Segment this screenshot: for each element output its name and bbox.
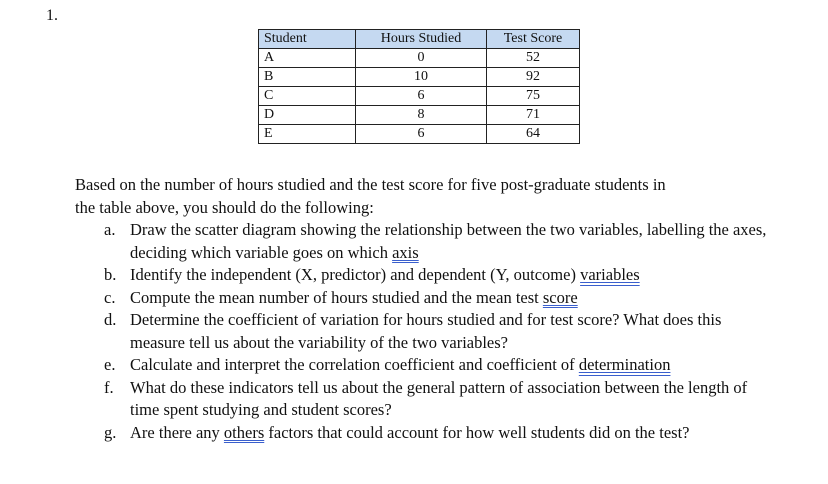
spellcheck-underlined-word[interactable]: axis [392, 242, 419, 262]
task-label: a. [104, 220, 116, 239]
task-item-f [75, 377, 775, 422]
task-text: Draw the scatter diagram showing the relationship between the two variables, labelling the axes, deciding which variable goes on which [130, 220, 767, 262]
spellcheck-underlined-word[interactable]: score [542, 287, 578, 307]
cell-student: A [259, 49, 356, 68]
task-item-a [75, 219, 775, 264]
intro-line: Based on the number of hours studied and the test score for five post-graduate students in [75, 175, 666, 194]
header-hours-studied: Hours Studied [356, 30, 487, 49]
cell-score: 52 [487, 49, 580, 68]
table-row [259, 49, 580, 68]
task-text-after: factors that could account for how well students did on the test? [264, 422, 690, 442]
cell-student: B [259, 68, 356, 87]
task-label: f. [104, 377, 114, 397]
cell-student: C [259, 87, 356, 106]
task-list [75, 219, 775, 444]
header-test-score: Test Score [487, 30, 580, 49]
task-item-g [75, 422, 775, 445]
cell-hours: 0 [356, 49, 487, 68]
table-header-row [259, 30, 580, 49]
task-text: Compute the mean number of hours studied and the mean test [130, 287, 543, 307]
cell-hours: 6 [356, 87, 487, 106]
task-label: e. [104, 355, 116, 374]
spellcheck-underlined-word[interactable]: determination [578, 355, 671, 374]
task-label: d. [104, 310, 117, 329]
task-item-d [75, 309, 775, 354]
task-item-e [75, 354, 775, 377]
task-label: b. [104, 265, 117, 284]
table-row [259, 68, 580, 87]
cell-score: 71 [487, 106, 580, 125]
table-row [259, 87, 580, 106]
data-table [258, 29, 580, 144]
task-text: Determine the coefficient of variation for hours studied and for test score? What does this measure tell us about the variability of the two variables? [130, 310, 722, 352]
question-number: 1. [46, 7, 58, 24]
cell-student: E [259, 125, 356, 144]
header-student: Student [259, 30, 356, 49]
question-body [75, 174, 775, 444]
cell-score: 92 [487, 68, 580, 87]
task-label: c. [104, 287, 116, 307]
cell-hours: 8 [356, 106, 487, 125]
cell-hours: 6 [356, 125, 487, 144]
task-item-c [75, 287, 775, 310]
cell-score: 64 [487, 125, 580, 144]
task-text: What do these indicators tell us about the general pattern of association between the length of time spent studying and student scores? [130, 377, 748, 419]
task-item-b [75, 264, 775, 287]
task-text: Are there any [130, 422, 224, 442]
task-text: Identify the independent (X, predictor) and dependent (Y, outcome) [130, 265, 581, 284]
intro-paragraph [75, 174, 775, 219]
spellcheck-underlined-word[interactable]: others [223, 422, 265, 442]
task-text: Calculate and interpret the correlation coefficient and coefficient of [130, 355, 579, 374]
cell-student: D [259, 106, 356, 125]
spellcheck-underlined-word[interactable]: variables [580, 265, 640, 284]
table-row [259, 106, 580, 125]
cell-score: 75 [487, 87, 580, 106]
task-label: g. [104, 422, 117, 442]
cell-hours: 10 [356, 68, 487, 87]
table-row [259, 125, 580, 144]
intro-line: the table above, you should do the following: [75, 197, 374, 217]
